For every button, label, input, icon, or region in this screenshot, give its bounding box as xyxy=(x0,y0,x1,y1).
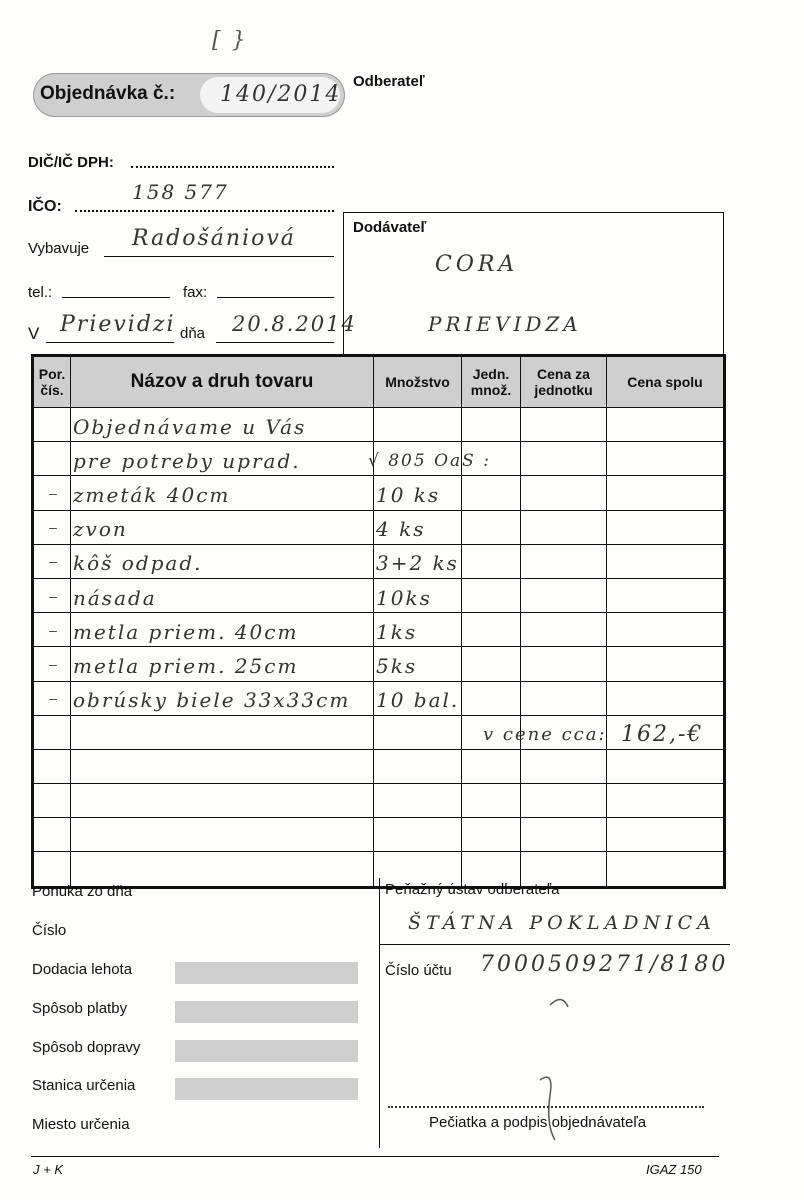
item-quantity-cell[interactable] xyxy=(374,578,462,612)
bank-label: Peňažný ústav odberateľa xyxy=(385,881,560,898)
signature-label: Pečiatka a podpis objednávateľa xyxy=(429,1114,647,1131)
table-row xyxy=(33,647,725,681)
col-header-name: Názov a druh tovaru xyxy=(71,356,374,408)
bank-value: ŠTÁTNA POKLADNICA xyxy=(408,912,716,934)
footer-divider xyxy=(379,878,380,1148)
fax-field[interactable] xyxy=(217,297,334,298)
item-name: kôš odpad. xyxy=(73,551,203,576)
item-quantity-cell[interactable] xyxy=(374,749,462,783)
delivery-field[interactable] xyxy=(175,962,358,984)
date-field[interactable] xyxy=(216,342,334,343)
item-name-cell[interactable] xyxy=(71,681,374,715)
place-value: Prievidzi xyxy=(60,312,176,337)
table-row xyxy=(33,476,725,510)
item-name: zmeták 40cm xyxy=(73,482,231,507)
item-unit-price-cell[interactable] xyxy=(521,408,607,442)
item-name-cell[interactable] xyxy=(71,749,374,783)
dic-label: DIČ/IČ DPH: xyxy=(28,154,114,171)
table-row xyxy=(33,715,725,749)
place-label: V xyxy=(28,324,40,343)
item-unit-cell[interactable] xyxy=(462,510,521,544)
item-total-cell[interactable] xyxy=(607,818,725,852)
item-name: Objednávame u Vás xyxy=(73,414,307,439)
col-header-unit-price: Cena za jednotku xyxy=(521,356,607,408)
account-value: 7000509271/8180 xyxy=(480,952,729,977)
item-quantity-cell[interactable] xyxy=(374,715,462,749)
row-number-cell[interactable] xyxy=(33,578,71,612)
item-total-cell[interactable] xyxy=(607,544,725,578)
item-unit-price-cell[interactable] xyxy=(521,613,607,647)
item-unit-price-cell[interactable] xyxy=(521,544,607,578)
table-header-row xyxy=(33,356,725,408)
item-name-cell[interactable] xyxy=(71,613,374,647)
order-number-value: 140/2014 xyxy=(220,82,342,107)
table-row xyxy=(33,818,725,852)
item-unit-cell[interactable] xyxy=(462,408,521,442)
item-unit-price-cell[interactable] xyxy=(521,476,607,510)
item-total-cell[interactable] xyxy=(607,476,725,510)
col-header-num: Por. čís. xyxy=(33,356,71,408)
item-total-cell[interactable] xyxy=(607,408,725,442)
item-quantity: 4 ks xyxy=(376,517,426,542)
item-name: zvon xyxy=(73,517,128,542)
table-row xyxy=(33,544,725,578)
transport-field[interactable] xyxy=(175,1040,358,1062)
item-total-cell[interactable] xyxy=(607,681,725,715)
row-number: – xyxy=(49,587,57,604)
row-number-cell[interactable] xyxy=(33,715,71,749)
item-unit-price-cell[interactable] xyxy=(521,749,607,783)
item-unit-cell[interactable] xyxy=(462,818,521,852)
item-quantity-cell[interactable] xyxy=(368,442,491,476)
item-name-cell[interactable] xyxy=(71,852,374,887)
row-number: – xyxy=(49,621,57,638)
item-total-cell[interactable] xyxy=(607,749,725,783)
item-name: obrúsky biele 33x33cm xyxy=(73,688,351,713)
item-unit-price-cell[interactable] xyxy=(521,578,607,612)
item-quantity: √ 805 OaS : xyxy=(368,450,491,471)
table-row xyxy=(33,784,725,818)
row-number-cell[interactable] xyxy=(33,544,71,578)
bottom-rule xyxy=(31,1156,719,1157)
row-number: – xyxy=(49,690,57,707)
row-number-cell[interactable] xyxy=(33,852,71,887)
row-number-cell[interactable] xyxy=(33,408,71,442)
item-name: násada xyxy=(73,585,157,610)
item-unit-price-cell[interactable] xyxy=(521,818,607,852)
item-name-cell[interactable] xyxy=(71,784,374,818)
delivery-label: Dodacia lehota xyxy=(32,961,133,978)
item-total-cell[interactable] xyxy=(607,784,725,818)
item-quantity-cell[interactable] xyxy=(374,647,462,681)
item-unit-cell[interactable] xyxy=(462,784,521,818)
item-name-cell[interactable] xyxy=(71,544,374,578)
station-field[interactable] xyxy=(175,1078,358,1100)
item-quantity-cell[interactable] xyxy=(374,681,462,715)
row-number: – xyxy=(49,484,57,501)
item-unit-cell[interactable] xyxy=(462,544,521,578)
item-name-cell[interactable] xyxy=(71,442,374,476)
item-quantity: 10ks xyxy=(376,585,432,610)
item-name-cell[interactable] xyxy=(71,647,374,681)
item-unit-cell[interactable] xyxy=(462,476,521,510)
customer-label: Odberateľ xyxy=(353,73,425,90)
item-unit-cell[interactable] xyxy=(462,749,521,783)
table-row xyxy=(33,442,725,476)
supplier-label: Dodávateľ xyxy=(353,219,427,236)
item-quantity: 10 bal. xyxy=(376,688,460,713)
item-quantity: 10 ks xyxy=(376,482,441,507)
col-header-unit: Jedn. množ. xyxy=(462,356,521,408)
item-unit-cell[interactable] xyxy=(462,647,521,681)
item-quantity: 1ks xyxy=(376,619,418,644)
items-table xyxy=(31,354,726,889)
supplier-name: CORA xyxy=(435,252,519,277)
item-name-cell[interactable] xyxy=(71,510,374,544)
payment-label: Spôsob platby xyxy=(32,1000,128,1017)
row-number-cell[interactable] xyxy=(33,681,71,715)
item-total-cell[interactable] xyxy=(607,442,725,476)
row-number-cell[interactable] xyxy=(33,784,71,818)
handled-by-value: Radošániová xyxy=(132,226,296,251)
bank-field-line xyxy=(380,944,730,945)
item-unit-price: v cene cca: xyxy=(483,723,607,745)
item-unit-cell[interactable] xyxy=(462,442,521,476)
item-quantity-cell[interactable] xyxy=(374,544,462,578)
row-number-cell[interactable] xyxy=(33,613,71,647)
supplier-city: PRIEVIDZA xyxy=(428,312,582,336)
item-total: 162,-€ xyxy=(621,721,704,747)
row-number-cell[interactable] xyxy=(33,510,71,544)
date-label: dňa xyxy=(180,325,206,342)
item-unit-price-cell[interactable] xyxy=(521,681,607,715)
item-unit-cell[interactable] xyxy=(462,613,521,647)
bottom-right-code: IGAZ 150 xyxy=(646,1162,702,1177)
item-name: pre potreby uprad. xyxy=(73,448,301,473)
handled-by-label: Vybavuje xyxy=(28,240,90,257)
col-header-qty: Množstvo xyxy=(374,356,462,408)
item-name: metla priem. 40cm xyxy=(73,619,299,644)
item-quantity: 3+2 ks xyxy=(376,551,459,576)
row-number-cell[interactable] xyxy=(33,442,71,476)
offer-date-label: Ponuka zo dňa xyxy=(32,883,133,900)
tel-label: tel.: xyxy=(28,284,53,301)
item-quantity-cell[interactable] xyxy=(374,476,462,510)
item-total-cell[interactable] xyxy=(607,715,725,749)
ico-value: 158 577 xyxy=(132,180,229,204)
item-unit-cell[interactable] xyxy=(462,578,521,612)
item-quantity-cell[interactable] xyxy=(374,408,462,442)
item-quantity-cell[interactable] xyxy=(374,784,462,818)
tel-field[interactable] xyxy=(62,297,170,298)
row-number: – xyxy=(49,553,57,570)
row-number-cell[interactable] xyxy=(33,749,71,783)
station-label: Stanica určenia xyxy=(32,1077,136,1094)
offer-number-label: Číslo xyxy=(32,922,67,939)
item-name-cell[interactable] xyxy=(71,818,374,852)
item-total-cell[interactable] xyxy=(607,647,725,681)
row-number-cell[interactable] xyxy=(33,476,71,510)
item-name-cell[interactable] xyxy=(71,408,374,442)
account-label: Číslo účtu xyxy=(385,962,452,979)
table-row xyxy=(33,613,725,647)
row-number: – xyxy=(49,655,57,672)
item-total-cell[interactable] xyxy=(607,510,725,544)
item-total-cell[interactable] xyxy=(607,852,725,887)
item-name-cell[interactable] xyxy=(71,578,374,612)
bottom-left-code: J + K xyxy=(33,1162,63,1177)
table-row xyxy=(33,681,725,715)
table-row xyxy=(33,510,725,544)
dic-field[interactable] xyxy=(131,166,334,168)
table-row xyxy=(33,408,725,442)
signature-field[interactable] xyxy=(388,1106,704,1108)
top-scribble: [ } xyxy=(212,28,248,53)
row-number: – xyxy=(49,519,57,536)
item-quantity-cell[interactable] xyxy=(374,510,462,544)
date-value: 20.8.2014 xyxy=(232,312,357,336)
row-number-cell[interactable] xyxy=(33,647,71,681)
place-field[interactable] xyxy=(46,342,174,343)
item-name: metla priem. 25cm xyxy=(73,653,299,678)
item-unit-price-cell[interactable] xyxy=(521,784,607,818)
handled-by-field[interactable] xyxy=(104,256,334,257)
item-quantity-cell[interactable] xyxy=(374,613,462,647)
item-unit-price-cell[interactable] xyxy=(521,647,607,681)
item-quantity-cell[interactable] xyxy=(374,818,462,852)
item-name-cell[interactable] xyxy=(71,476,374,510)
destination-label: Miesto určenia xyxy=(32,1116,130,1133)
item-unit-price-cell[interactable] xyxy=(483,715,607,749)
item-quantity: 5ks xyxy=(376,653,418,678)
fax-label: fax: xyxy=(183,284,208,301)
item-total-cell[interactable] xyxy=(607,613,725,647)
transport-label: Spôsob dopravy xyxy=(32,1039,141,1056)
col-header-total: Cena spolu xyxy=(607,356,725,408)
table-row xyxy=(33,749,725,783)
order-label: Objednávka č.: xyxy=(40,83,176,104)
item-unit-cell[interactable] xyxy=(462,681,521,715)
item-unit-price-cell[interactable] xyxy=(521,510,607,544)
ico-label: IČO: xyxy=(28,198,62,215)
item-name-cell[interactable] xyxy=(71,715,374,749)
table-row xyxy=(33,578,725,612)
item-unit-price-cell[interactable] xyxy=(521,442,607,476)
payment-field[interactable] xyxy=(175,1001,358,1023)
item-total-cell[interactable] xyxy=(607,578,725,612)
row-number-cell[interactable] xyxy=(33,818,71,852)
ico-field[interactable] xyxy=(75,210,334,212)
